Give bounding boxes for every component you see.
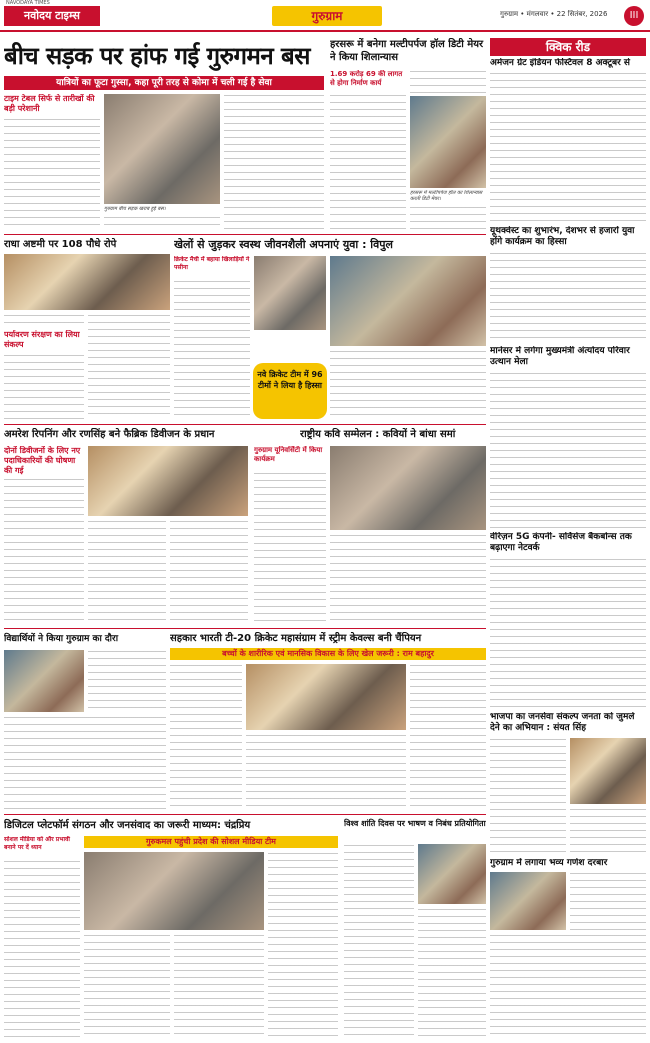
radha-text — [88, 314, 170, 420]
page-number: III — [624, 6, 644, 26]
row-divider-2 — [4, 424, 486, 425]
sahkar-text2 — [246, 734, 406, 810]
lead-text-col2 — [104, 216, 220, 230]
sidebar-item-5-text2 — [570, 808, 646, 854]
sidebar-item-3-head: मानेसर में लगेगा मुख्यमंत्री अंत्योदय परिवार उत्थान मेला — [490, 346, 630, 367]
lead-headline: बीच सड़क पर हांफ गई गुरुगमन बस — [4, 42, 310, 70]
fitness-headline: खेलों से जुड़कर स्वस्थ जीवनशैली अपनाएं युवा : विपुल — [174, 238, 393, 251]
kavi-headline: राष्ट्रीय कवि सम्मेलन : कवियों ने बांधा समां — [300, 429, 456, 440]
dono-headline: दोनों डिवीजनों के लिए नए पदाधिकारियों की घोषणा की गई — [4, 446, 81, 475]
second-text-col3 — [410, 206, 486, 230]
digital-headline: डिजिटल प्लेटफॉर्म संगठन और जनसंवाद का जरूरी माध्यम: चंद्रप्रिय — [4, 820, 251, 831]
paryavaran-text — [4, 354, 84, 420]
vidya-headline: विद्यार्थियों ने किया गुरुग्राम का दौरा — [4, 634, 119, 644]
sidebar-item-2-text — [490, 252, 646, 342]
digital-subhead: गुरुकमल पहुंची प्रदेश की सोशल मीडिया टीम — [84, 836, 338, 848]
vidya-photo — [4, 650, 84, 712]
amresh-text2 — [170, 520, 248, 624]
sidebar-item-6-head: गुरुग्राम में लगाया भव्य गणेश दरबार — [490, 858, 608, 868]
digital-text2 — [174, 934, 264, 1038]
kavi-text — [330, 534, 486, 624]
sidebar-item-5-head: भाजपा का जनसेवा संकल्प जनता को जुमले देने का अभियान : संयत सिंह — [490, 712, 635, 733]
radha-photo — [4, 254, 170, 310]
sahkar-text1 — [170, 664, 242, 810]
lead-text-col3 — [224, 94, 324, 230]
sidebar-item-6-text2 — [490, 934, 646, 1038]
sidebar-item-5-photo — [570, 738, 646, 804]
dono-text — [4, 478, 84, 624]
second-caption: हरसरू में मल्टीपर्पज हॉल का शिलान्यास करती डिटी मेयर। — [410, 190, 483, 202]
univ-headline: गुरुग्राम यूनिवर्सिटी में किया कार्यक्रम — [254, 446, 323, 463]
second-photo — [410, 96, 486, 188]
social-left-headline: सोशल मीडिया को और प्रभावी बनाने पर दें ध्यान — [4, 836, 70, 851]
dateline: गुरुग्राम • मंगलवार • 22 सितंबर, 2026 — [500, 10, 608, 18]
newspaper-logo: नवोदय टाइम्स — [4, 6, 100, 26]
fitness-photo — [330, 256, 486, 346]
social-left-text — [4, 860, 80, 1038]
sidebar-item-3-text — [490, 372, 646, 528]
sahkar-headline: सहकार भारती टी-20 क्रिकेट महासंग्राम में स्ट्रीम केवल्स बनी चैंपियन — [170, 633, 422, 644]
radha-headline: राधा अष्टमी पर 108 पौधे रोपे — [4, 239, 117, 250]
digital-photo — [84, 852, 264, 930]
second-text-col2 — [410, 70, 486, 94]
section-tag: गुरुग्राम — [272, 6, 382, 26]
sidebar-item-4-text — [490, 558, 646, 708]
hindi-photo — [418, 844, 486, 904]
sahkar-subhead: बच्चों के शारीरिक एवं मानसिक विकास के लिए खेल जरूरी : राम बहादुर — [170, 648, 486, 660]
hindi-text2 — [418, 908, 486, 1038]
paryavaran-headline: पर्यावरण संरक्षण का लिया संकल्प — [4, 330, 80, 349]
cricket-promo-badge: नवे क्रिकेट टीम में 96 टीमों ने लिया है हिस्सा — [253, 363, 327, 419]
fitness-text — [330, 350, 486, 420]
amresh-headline: अमरेश रिपनिंग और रणसिंह बने फैब्रिक डिवीजन के प्रधान — [4, 429, 215, 440]
lead-photo — [104, 94, 220, 204]
cricket-subhead: क्रिकेट मैची में बहाया खिलाड़ियों ने पसीना — [174, 256, 250, 271]
cricket-photo — [254, 256, 326, 330]
kavi-photo — [330, 446, 486, 530]
sahkar-photo — [246, 664, 406, 730]
hindi-headline: विश्व शांति दिवस पर भाषण व निबंध प्रतियोगिता — [344, 819, 486, 828]
second-text-col1 — [330, 94, 406, 230]
second-subhead: 1.69 करोड़ 69 की लागत से होगा निर्माण कार्य — [330, 70, 403, 87]
amresh-photo — [88, 446, 248, 516]
sidebar-item-6-photo — [490, 872, 566, 930]
lead-side-head: टाइम टेबल सिर्फ से तारीखों की बड़ी परेशानी — [4, 94, 95, 113]
sidebar-item-1-text — [490, 72, 646, 222]
sidebar-item-5-text — [490, 738, 566, 854]
row-divider-4 — [4, 814, 486, 815]
sahkar-text3 — [410, 664, 486, 810]
quick-read-title: क्विक रीड — [490, 38, 646, 56]
lead-caption: गुरुग्राम बीच सड़क खराब हुई बस। — [104, 206, 166, 212]
lead-text-col1 — [4, 118, 100, 230]
univ-text — [254, 472, 326, 624]
sidebar-item-1-head: अमेजन ग्रेट इंडियन फेस्टिवल 8 अक्टूबर से — [490, 58, 631, 68]
row-divider-3 — [4, 628, 486, 629]
digital-text3 — [268, 852, 338, 1038]
lead-subhead: यात्रियों का फूटा गुस्सा, कहा पूरी तरह से कोमा में चली गई है सेवा — [4, 76, 324, 90]
sidebar-item-2-head: यूथक्वेस्ट का शुभारंभ, देशभर से हजारों युवा होंगे कार्यक्रम का हिस्सा — [490, 226, 635, 247]
vidya-text1 — [88, 650, 166, 712]
digital-text1 — [84, 934, 170, 1038]
cricket-text — [174, 280, 250, 420]
radha-caption — [4, 314, 84, 328]
row-divider-1 — [4, 234, 486, 235]
sidebar-item-4-head: वेरिज़न 5G कंपनी- सर्विसेज बैकबोन्स तक बढ़ाएगा नेटवर्क — [490, 532, 632, 553]
masthead — [0, 0, 650, 32]
hindi-text1 — [344, 844, 414, 1038]
logo-subtitle: NAVODAYA TIMES — [6, 0, 50, 6]
second-headline: हरसरू में बनेगा मल्टीपर्पज हॉल डिटी मेयर ने किया शिलान्यास — [330, 39, 484, 63]
vidya-text2 — [4, 716, 166, 810]
amresh-text1 — [88, 520, 166, 624]
sidebar-item-6-text — [570, 872, 646, 930]
